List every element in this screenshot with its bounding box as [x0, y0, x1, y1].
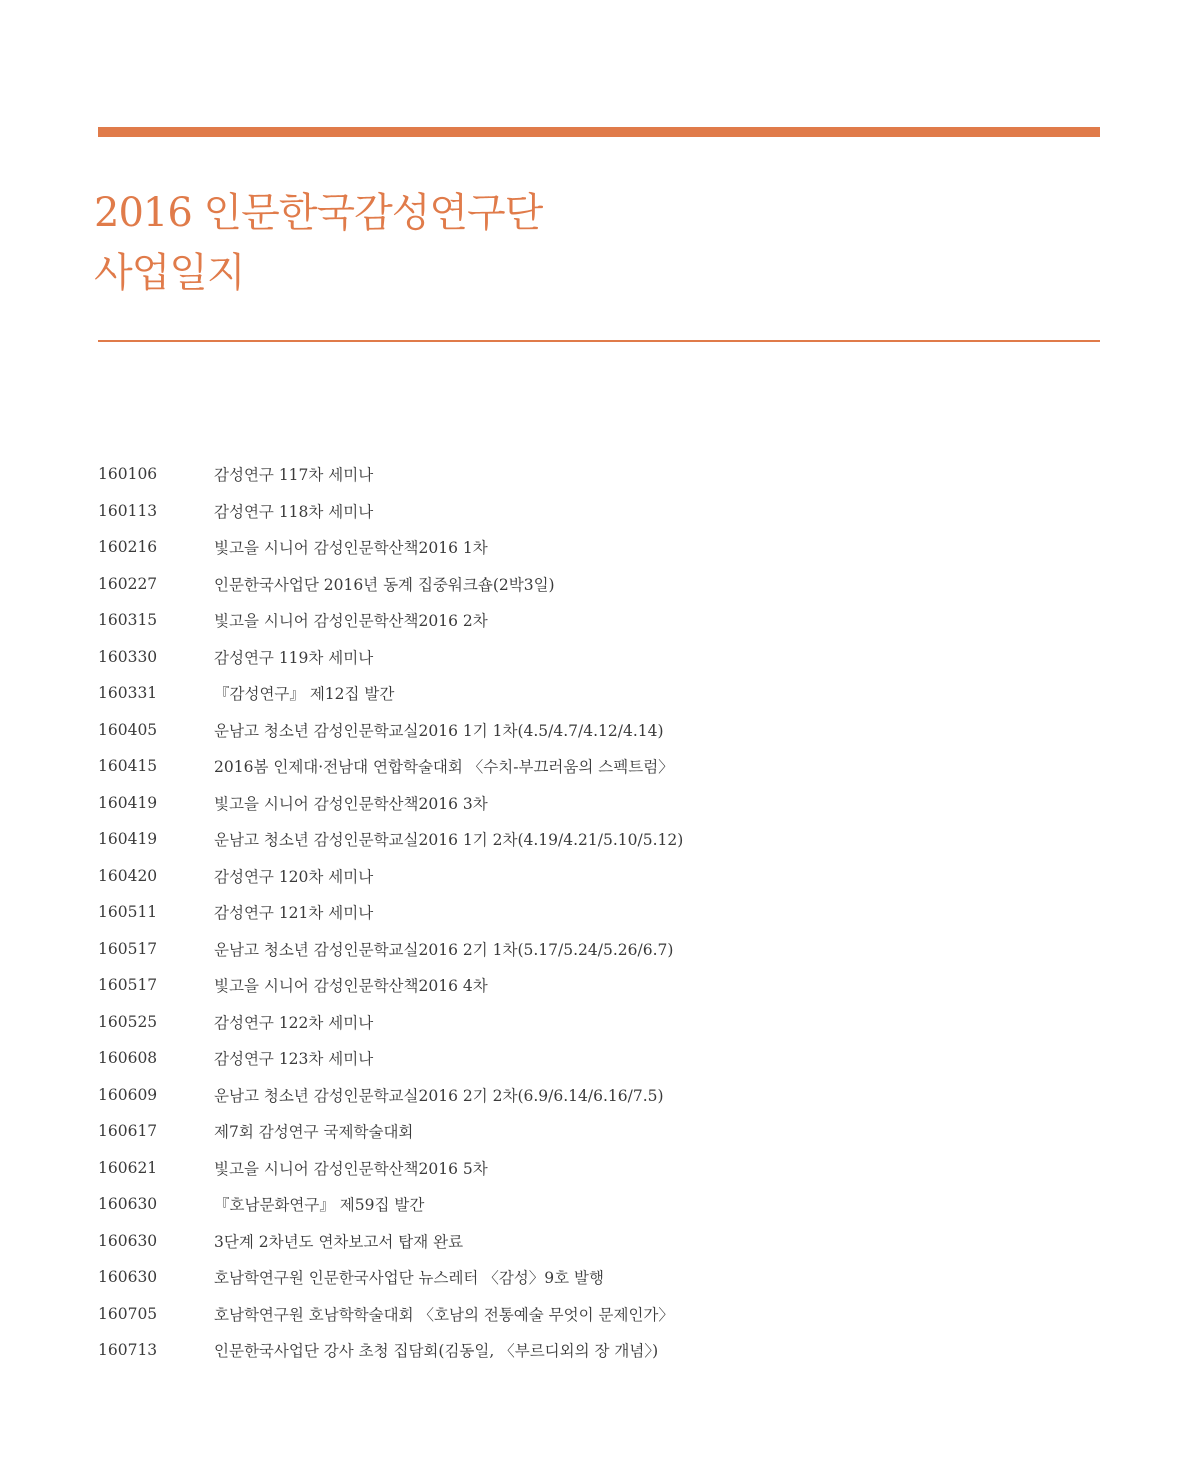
- log-entry-text: 감성연구 119차 세미나: [214, 648, 374, 667]
- log-entry-text: 운남고 청소년 감성인문학교실2016 1기 2차(4.19/4.21/5.10/5.12): [214, 831, 684, 850]
- log-entry-text: 감성연구 123차 세미나: [214, 1050, 374, 1069]
- top-accent-bar: [98, 127, 1100, 137]
- log-entry: [98, 748, 1100, 785]
- log-entry: [98, 639, 1100, 676]
- log-entry-date: 160609: [98, 1085, 158, 1104]
- log-entry-date: 160419: [98, 793, 158, 812]
- log-entry-date: 160405: [98, 720, 158, 739]
- log-entry: [98, 1004, 1100, 1041]
- log-entry: [98, 566, 1100, 603]
- log-entry-date: 160420: [98, 866, 158, 885]
- log-entry-text: 감성연구 118차 세미나: [214, 502, 374, 521]
- log-entry: [98, 785, 1100, 822]
- log-entry-date: 160630: [98, 1268, 158, 1287]
- activity-log: [98, 456, 1100, 1369]
- log-entry-text: 빛고을 시니어 감성인문학산책2016 5차: [214, 1159, 488, 1178]
- log-entry-text: 호남학연구원 호남학학술대회 〈호남의 전통예술 무엇이 문제인가〉: [214, 1305, 674, 1324]
- log-entry: [98, 967, 1100, 1004]
- log-entry-date: 160713: [98, 1341, 158, 1360]
- log-entry-date: 160113: [98, 501, 158, 520]
- log-entry: [98, 675, 1100, 712]
- log-entry-text: 빛고을 시니어 감성인문학산책2016 1차: [214, 539, 488, 558]
- log-entry: [98, 858, 1100, 895]
- log-entry-text: 운남고 청소년 감성인문학교실2016 2기 1차(5.17/5.24/5.26/6.7): [214, 940, 674, 959]
- log-entry-date: 160415: [98, 757, 158, 776]
- log-entry-text: 2016봄 인제대·전남대 연합학술대회 〈수치-부끄러움의 스펙트럼〉: [214, 758, 674, 777]
- log-entry-date: 160621: [98, 1158, 158, 1177]
- log-entry-text: 『호남문화연구』 제59집 발간: [214, 1196, 425, 1215]
- log-entry: [98, 894, 1100, 931]
- log-entry-text: 감성연구 122차 세미나: [214, 1013, 374, 1032]
- log-entry: [98, 712, 1100, 749]
- log-entry-date: 160517: [98, 939, 158, 958]
- log-entry-date: 160517: [98, 976, 158, 995]
- log-entry-date: 160705: [98, 1304, 158, 1323]
- log-entry: [98, 1259, 1100, 1296]
- log-entry-text: 제7회 감성연구 국제학술대회: [214, 1123, 414, 1142]
- log-entry-date: 160511: [98, 903, 158, 922]
- log-entry: [98, 1186, 1100, 1223]
- log-entry: [98, 493, 1100, 530]
- log-entry-text: 빛고을 시니어 감성인문학산책2016 3차: [214, 794, 488, 813]
- log-entry: [98, 456, 1100, 493]
- log-entry: [98, 1077, 1100, 1114]
- log-entry-text: 운남고 청소년 감성인문학교실2016 2기 2차(6.9/6.14/6.16/7.5): [214, 1086, 664, 1105]
- log-entry: [98, 1296, 1100, 1333]
- log-entry-text: 감성연구 120차 세미나: [214, 867, 374, 886]
- log-entry-text: 인문한국사업단 강사 초청 집담회(김동일, 〈부르디외의 장 개념〉): [214, 1342, 659, 1361]
- log-entry: [98, 1150, 1100, 1187]
- log-entry: [98, 1223, 1100, 1260]
- log-entry-date: 160525: [98, 1012, 158, 1031]
- log-entry-date: 160216: [98, 538, 158, 557]
- page-title-line1: 2016 인문한국감성연구단: [94, 190, 543, 236]
- log-entry-date: 160630: [98, 1231, 158, 1250]
- log-entry-text: 감성연구 121차 세미나: [214, 904, 374, 923]
- log-entry-text: 『감성연구』 제12집 발간: [214, 685, 395, 704]
- log-entry-date: 160608: [98, 1049, 158, 1068]
- log-entry: [98, 1332, 1100, 1369]
- log-entry-text: 감성연구 117차 세미나: [214, 466, 374, 485]
- log-entry-text: 호남학연구원 인문한국사업단 뉴스레터 〈감성〉9호 발행: [214, 1269, 604, 1288]
- log-entry-text: 운남고 청소년 감성인문학교실2016 1기 1차(4.5/4.7/4.12/4.14): [214, 721, 664, 740]
- page-title: [94, 183, 542, 303]
- log-entry-text: 3단계 2차년도 연차보고서 탑재 완료: [214, 1232, 464, 1251]
- log-entry-text: 인문한국사업단 2016년 동계 집중워크숍(2박3일): [214, 575, 555, 594]
- log-entry-date: 160330: [98, 647, 158, 666]
- log-entry-date: 160630: [98, 1195, 158, 1214]
- log-entry: [98, 931, 1100, 968]
- log-entry-date: 160227: [98, 574, 158, 593]
- log-entry-date: 160331: [98, 684, 158, 703]
- log-entry: [98, 1113, 1100, 1150]
- log-entry: [98, 1040, 1100, 1077]
- log-entry-date: 160419: [98, 830, 158, 849]
- page-title-line2: 사업일지: [94, 250, 245, 296]
- log-entry: [98, 821, 1100, 858]
- log-entry: [98, 602, 1100, 639]
- log-entry-text: 빛고을 시니어 감성인문학산책2016 2차: [214, 612, 488, 631]
- log-entry-date: 160106: [98, 465, 158, 484]
- log-entry: [98, 529, 1100, 566]
- log-entry-date: 160315: [98, 611, 158, 630]
- log-entry-date: 160617: [98, 1122, 158, 1141]
- log-entry-text: 빛고을 시니어 감성인문학산책2016 4차: [214, 977, 488, 996]
- title-divider: [98, 340, 1100, 342]
